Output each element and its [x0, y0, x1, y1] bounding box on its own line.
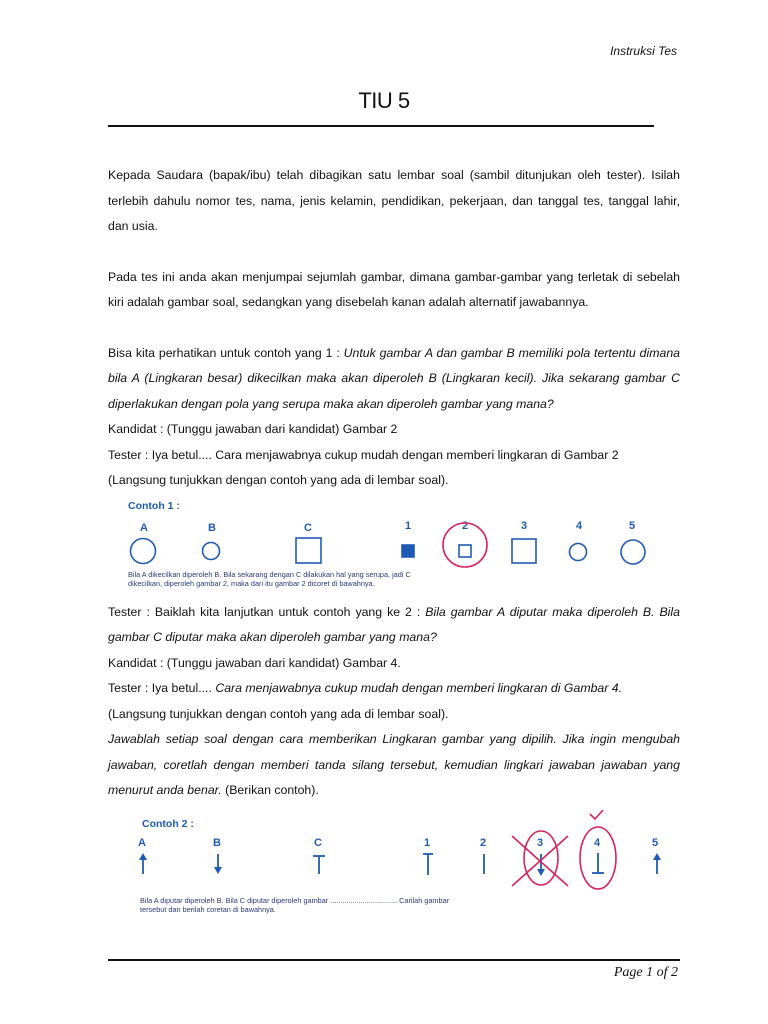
- example1-large-circle-a: [131, 538, 156, 563]
- example2-check-mark: [590, 810, 603, 819]
- example1-label-5: 5: [629, 519, 636, 532]
- example1-label-3: 3: [521, 519, 528, 532]
- example1-label-1: 1: [405, 519, 412, 532]
- footer-divider: [108, 959, 680, 961]
- tester-reply-2-text: Cara menjawabnya cukup mudah dengan memberi lingkaran di Gambar 4.: [215, 681, 623, 695]
- tester-reply-1: Tester : Iya betul.... Cara menjawabnya cukup mudah dengan memberi lingkaran di Gambar 2: [108, 447, 619, 462]
- example2-question-text: Bila gambar A diputar maka diperoleh B. Bila gambar C diputar maka akan diperoleh gambar yang mana?: [108, 604, 680, 644]
- example2-arrow-up-5-head: [653, 853, 661, 860]
- answer-method-text: Jawablah setiap soal dengan cara memberikan Lingkaran gambar yang dipilih. Jika ingin mengubah jawaban, coretlah dengan memberi tanda silang tersebut, kemudian lingkari jawaban jawaban yang menurut anda benar.: [108, 732, 680, 797]
- example2-title: Contoh 2 :: [142, 817, 194, 830]
- answer-method-tail: (Berikan contoh).: [221, 783, 319, 797]
- example1-label-4: 4: [576, 519, 583, 532]
- example2-arrow-down-b-head: [214, 867, 222, 874]
- example1-caption-line1: Bila A dikecilkan diperoleh B. Bila sekarang dengan C dilakukan hal yang serupa, jadi C: [128, 569, 411, 579]
- example1-label-b: B: [208, 521, 216, 534]
- page-title: TIU 5: [358, 88, 410, 113]
- candidate-answer-2: Kandidat : (Tunggu jawaban dari kandidat) Gambar 4.: [108, 655, 401, 670]
- paragraph-example1-question: [108, 341, 680, 418]
- example1-filled-square-1: [402, 545, 414, 557]
- example2-arrow-down-3-head: [537, 869, 545, 876]
- example2-label-b: B: [213, 836, 221, 849]
- tester-reply-2: [108, 676, 680, 702]
- section-header: Instruksi Tes: [610, 44, 677, 58]
- example2-lead-text: Tester : Baiklah kita lanjutkan untuk contoh yang ke 2 :: [108, 604, 426, 619]
- example2-label-4: 4: [594, 836, 601, 849]
- example1-label-2: 2: [462, 519, 469, 532]
- example1-large-square-c: [296, 538, 321, 563]
- example2-arrow-up-a-head: [139, 853, 147, 860]
- tester-reply-2-lead: Tester : Iya betul....: [108, 681, 216, 695]
- example1-large-square-3: [512, 539, 536, 563]
- candidate-answer-1: Kandidat : (Tunggu jawaban dari kandidat) Gambar 2: [108, 422, 398, 436]
- paragraph-answer-method: [108, 727, 680, 804]
- example1-figure: [116, 498, 664, 596]
- tester-instruction-1: (Langsung tunjukkan dengan contoh yang ada di lembar soal).: [108, 473, 449, 487]
- example1-caption-line2: dikecilkan, diperoleh gambar 2, maka dari itu gambar 2 dicoret di bawahnya.: [128, 578, 375, 588]
- example2-label-2: 2: [480, 836, 487, 849]
- example1-large-circle-5: [621, 540, 645, 564]
- example1-small-circle-4: [570, 543, 587, 560]
- paragraph-example2-question: [108, 600, 680, 651]
- example2-caption-line2: tersebut dan berilah coretan di bawahnya.: [140, 904, 276, 914]
- example1-question-text: Untuk gambar A dan gambar B memiliki pola tertentu dimana bila A (Lingkaran besar) dikecilkan maka akan diperoleh B (Lingkaran kecil). Jika sekarang gambar C diperlakukan dengan pola yang serupa maka akan diperoleh gambar yang mana?: [108, 345, 680, 411]
- example1-label-a: A: [140, 521, 148, 534]
- example1-lead-text: Bisa kita perhatikan untuk contoh yang 1 :: [108, 345, 344, 360]
- example2-label-a: A: [138, 836, 146, 849]
- example2-label-5: 5: [652, 836, 659, 849]
- example2-label-1: 1: [424, 836, 431, 849]
- example2-label-c: C: [314, 836, 322, 849]
- example2-figure: [116, 810, 664, 922]
- example1-label-c: C: [304, 521, 312, 534]
- instruction-body: [108, 163, 680, 926]
- example2-caption-line1: Bila A diputar diperoleh B. Bila C diputar diperoleh gambar ................................. Carilah gambar: [140, 895, 450, 905]
- title-divider: [108, 125, 654, 127]
- paragraph-description: Pada tes ini anda akan menjumpai sejumlah gambar, dimana gambar-gambar yang terletak di sebelah kiri adalah gambar soal, sedangkan yang disebelah kanan adalah alternatif jawabannya.: [108, 269, 680, 309]
- example2-label-3: 3: [537, 836, 544, 849]
- paragraph-intro: Kepada Saudara (bapak/ibu) telah dibagikan satu lembar soal (sambil ditunjukan oleh tester). Isilah terlebih dahulu nomor tes, nama, jenis kelamin, pendidikan, pekerjaan, dan tanggal tes, tanggal lahir, dan usia.: [108, 168, 680, 233]
- example1-title: Contoh 1 :: [128, 499, 180, 512]
- page-number: Page 1 of 2: [613, 965, 678, 980]
- example1-small-square-2: [459, 545, 471, 557]
- tester-instruction-2: (Langsung tunjukkan dengan contoh yang ada di lembar soal).: [108, 706, 449, 721]
- example1-small-circle-b: [203, 542, 220, 559]
